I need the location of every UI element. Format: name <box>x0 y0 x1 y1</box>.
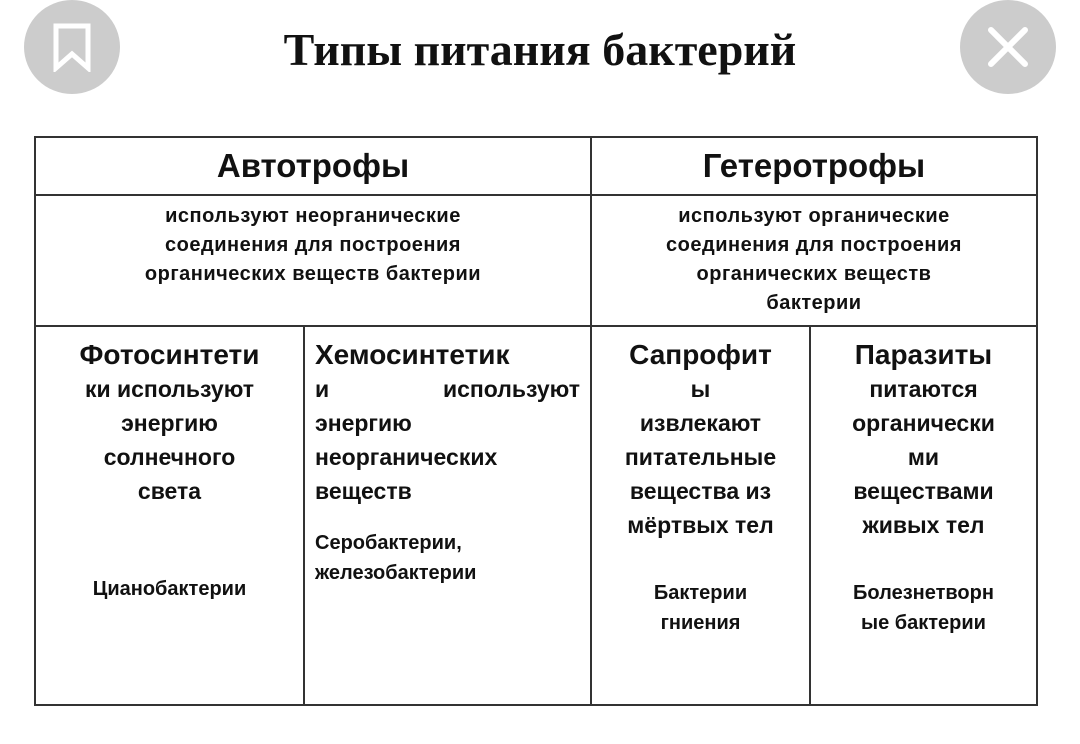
close-button[interactable] <box>960 0 1056 94</box>
photosynthetics-title: Фотосинтети <box>79 339 260 370</box>
parasites-title: Паразиты <box>854 339 993 370</box>
photosynthetics-body: ки используют энергию солнечного света <box>84 376 255 504</box>
parasites-cell <box>811 327 1036 704</box>
saprophytes-example: Бактерии гниения <box>653 582 748 634</box>
close-icon <box>983 22 1033 72</box>
photosynthetics-example: Цианобактерии <box>92 578 247 600</box>
photosynthetics-cell <box>36 327 303 704</box>
nutrition-types-table <box>34 136 1038 706</box>
autotrophs-header: Автотрофы <box>216 147 410 184</box>
chemosynthetics-cell <box>305 327 590 704</box>
bookmark-icon <box>50 22 94 72</box>
heterotrophs-header: Гетеротрофы <box>702 147 926 184</box>
chemosynthetics-example: Серобактерии, железобактерии <box>315 532 477 584</box>
saprophytes-body: ы извлекают питательные вещества из мёртвых тел <box>624 376 777 538</box>
saprophytes-cell <box>592 327 809 704</box>
page-title: Типы питания бактерий <box>283 24 797 75</box>
bookmark-button[interactable] <box>24 0 120 94</box>
chemosynthetics-title: Хемосинтетик <box>315 339 510 370</box>
autotrophs-description: используют неорганические соединения для построения органических веществ бактерии <box>144 205 482 285</box>
parasites-example: Болезнетворн ые бактерии <box>853 582 994 634</box>
parasites-body: питаются органически ми веществами живых тел <box>852 376 995 538</box>
chemosynthetics-body: и используют энергию неорганических веществ <box>315 376 580 504</box>
heterotrophs-description: используют органические соединения для построения органических веществ бактерии <box>666 205 962 314</box>
saprophytes-title: Сапрофит <box>629 339 772 370</box>
